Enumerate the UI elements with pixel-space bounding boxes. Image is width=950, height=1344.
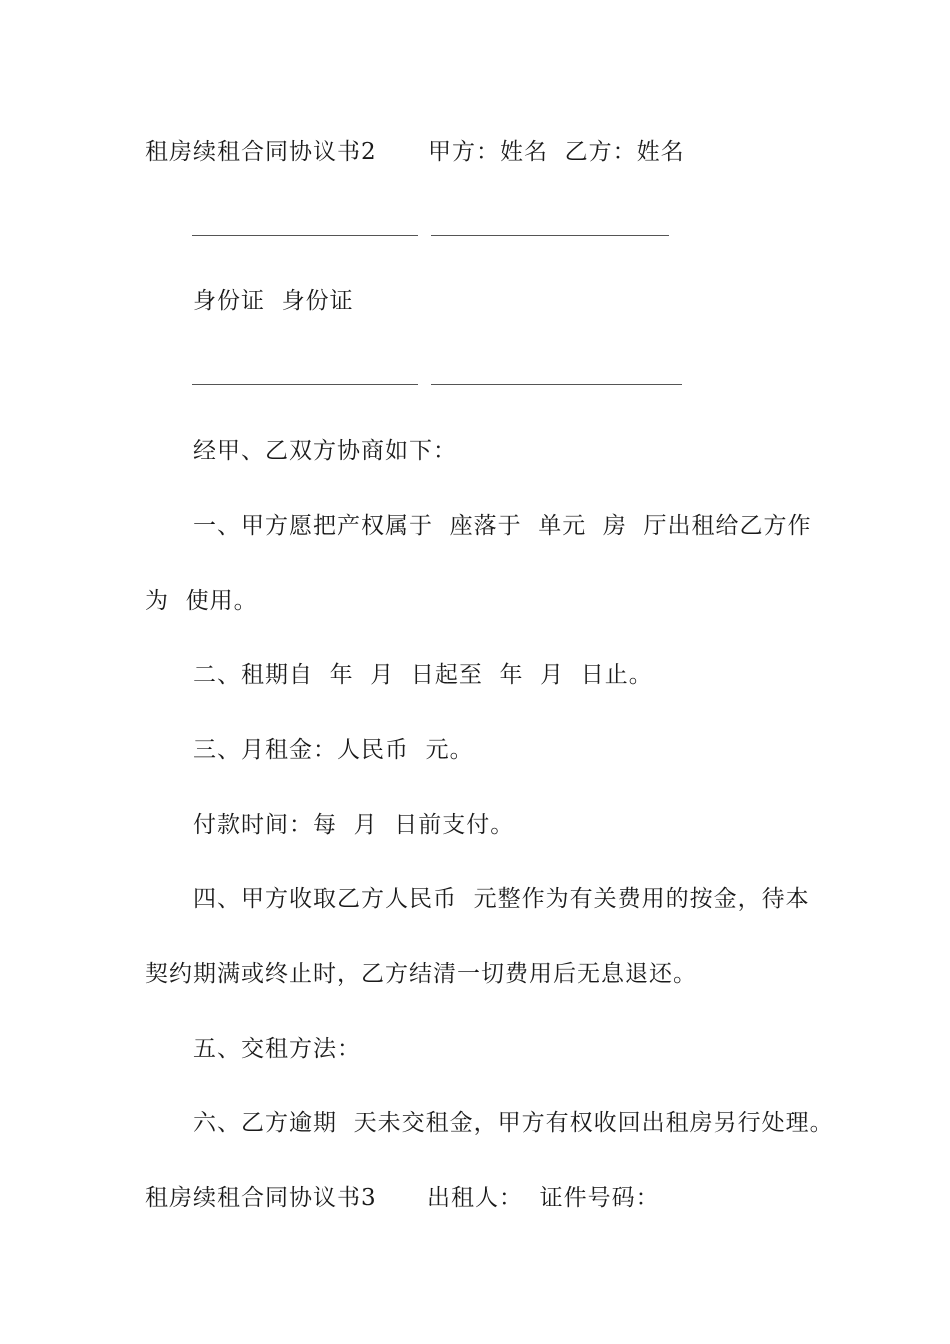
contract-3-heading: 租房续租合同协议书3	[145, 1185, 377, 1211]
clause-1-line-1: 一、甲方愿把产权属于 座落于 单元 房 厅出租给乙方作	[193, 513, 812, 539]
payment-time: 付款时间：每 月 日前支付。	[193, 812, 515, 838]
party-b-id-blank	[431, 384, 682, 385]
clause-4-line-2: 契约期满或终止时，乙方结清一切费用后无息退还。	[145, 961, 697, 987]
party-names-line: 甲方：姓名 乙方：姓名	[428, 139, 685, 165]
clause-4-line-1: 四、甲方收取乙方人民币 元整作为有关费用的按金，待本	[193, 886, 810, 912]
id-card-labels: 身份证 身份证	[193, 288, 354, 314]
clause-1-line-2: 为 使用。	[145, 588, 258, 614]
party-a-id-blank	[192, 384, 418, 385]
clause-2: 二、租期自 年 月 日起至 年 月 日止。	[193, 662, 653, 688]
intro-paragraph: 经甲、乙双方协商如下：	[193, 438, 457, 464]
contract-2-heading: 租房续租合同协议书2	[145, 139, 377, 165]
lessor-fields: 出租人： 证件号码：	[427, 1185, 660, 1211]
party-b-name-blank	[431, 235, 669, 236]
clause-3: 三、月租金：人民币 元。	[193, 737, 474, 763]
clause-6: 六、乙方逾期 天未交租金，甲方有权收回出租房另行处理。	[193, 1110, 834, 1136]
party-a-name-blank	[192, 235, 418, 236]
clause-5: 五、交租方法：	[193, 1036, 361, 1062]
